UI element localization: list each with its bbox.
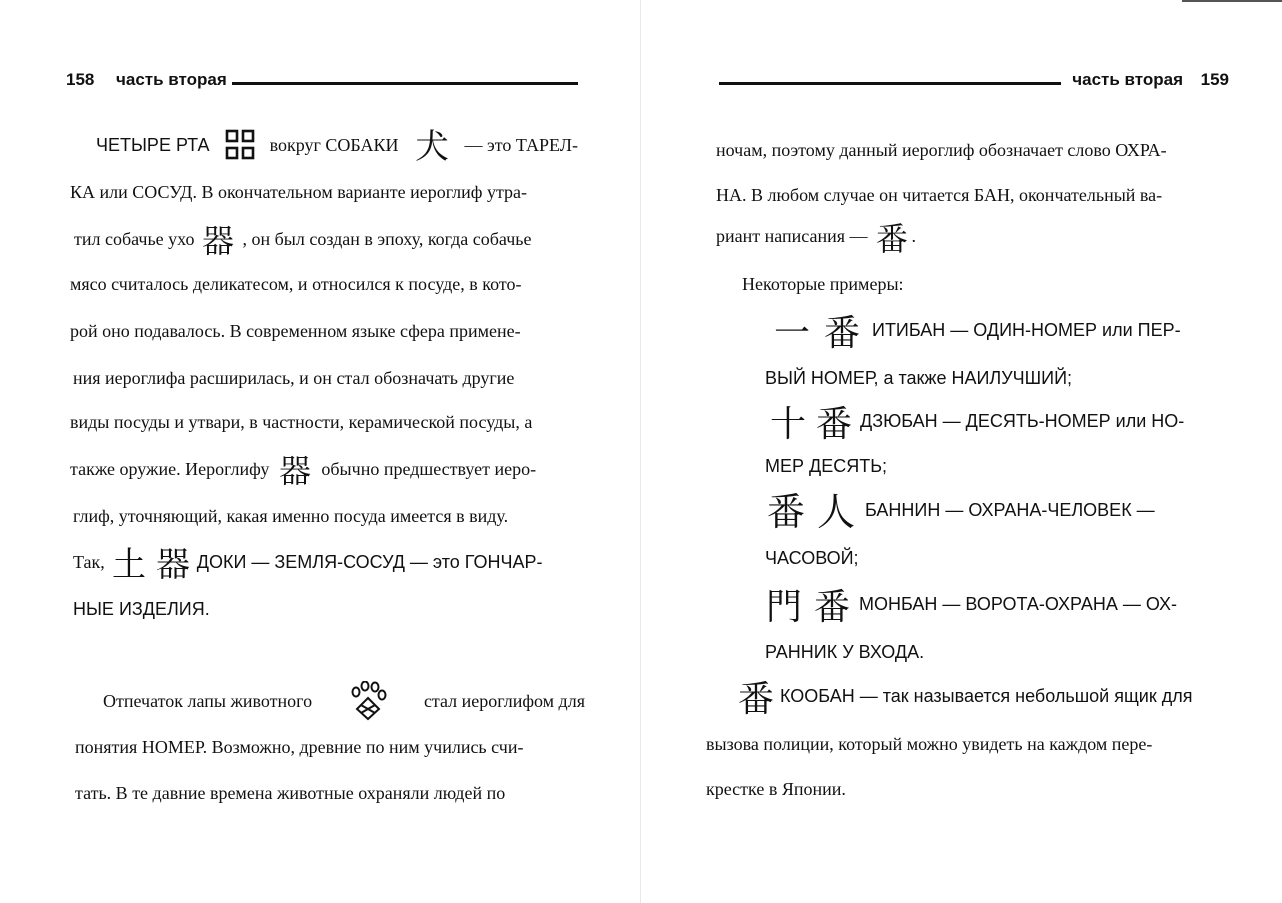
svg-text:番: 番 xyxy=(813,587,851,624)
text-line: ЧАСОВОЙ; xyxy=(765,548,859,568)
ban-glyph-icon xyxy=(814,401,854,441)
left-page-header xyxy=(66,70,578,92)
ten-glyph-icon xyxy=(768,401,808,441)
text-line: ния иероглифа расширилась, и он стал обозначать другие xyxy=(73,368,515,388)
text-line: РАННИК У ВХОДА. xyxy=(765,642,925,662)
paw-print-icon xyxy=(348,681,388,721)
text-line: вызова полиции, который можно увидеть на каждом пере- xyxy=(706,734,1153,754)
text-line: КА или СОСУД. В окончательном варианте иероглиф утра- xyxy=(70,182,528,202)
text-line: НЫЕ ИЗДЕЛИЯ. xyxy=(73,599,210,619)
text-line: тил собачье ухо 器 , он был создан в эпоху, когда собачье xyxy=(74,223,578,255)
text-line: понятия НОМЕР. Возможно, древние по ним учились счи- xyxy=(75,737,524,757)
vessel-glyph-icon xyxy=(200,222,236,256)
svg-text:一: 一 xyxy=(773,313,811,350)
svg-text:番: 番 xyxy=(815,404,853,441)
text-line: тать. В те давние времена животные охраняли людей по xyxy=(75,783,506,803)
header-rule-left xyxy=(232,82,578,85)
running-title-right: часть вторая xyxy=(1072,70,1183,89)
text-line: мясо считалось деликатесом, и относился к посуде, в кото- xyxy=(70,274,522,294)
text-line: крестке в Японии. xyxy=(706,779,846,799)
vessel-glyph-icon xyxy=(153,544,193,580)
page-number-left: 158 xyxy=(66,70,95,89)
ban-glyph-icon xyxy=(736,676,776,716)
one-glyph-icon xyxy=(772,310,812,350)
text-line: также оружие. Иероглифу 器 обычно предшествует иеро- xyxy=(70,453,580,485)
svg-text:番: 番 xyxy=(875,221,908,254)
ban-glyph-icon xyxy=(822,310,862,350)
example-line: 一 番 ИТИБАН — ОДИН-НОМЕР или ПЕР- xyxy=(772,314,1224,346)
example-line: 番 人 БАННИН — ОХРАНА-ЧЕЛОВЕК — xyxy=(765,494,1221,526)
svg-text:犬: 犬 xyxy=(414,129,449,162)
person-glyph-icon xyxy=(815,489,857,531)
text-line: глиф, уточняющий, какая именно посуда имеется в виду. xyxy=(73,506,509,526)
page-number-right: 159 xyxy=(1200,70,1229,89)
text-line: Некоторые примеры: xyxy=(742,274,904,294)
right-page xyxy=(641,0,1282,903)
header-rule-right xyxy=(719,82,1061,85)
example-line: 十 番 ДЗЮБАН — ДЕСЯТЬ-НОМЕР или НО- xyxy=(768,405,1224,437)
example-line: 門 番 МОНБАН — ВОРОТА-ОХРАНА — ОХ- xyxy=(763,588,1223,620)
text-line: НА. В любом случае он читается БАН, окончательный ва- xyxy=(716,185,1163,205)
svg-text:器: 器 xyxy=(202,223,235,256)
vessel-glyph-icon xyxy=(275,452,315,486)
earth-glyph-icon xyxy=(109,544,149,580)
svg-text:土: 土 xyxy=(111,547,146,580)
svg-text:番: 番 xyxy=(737,679,775,716)
ban-glyph-icon xyxy=(874,218,910,254)
example-line: 番 КООБАН — так называется небольшой ящик для xyxy=(736,680,1218,712)
text-line: ЧЕТЫРЕ РТА вокруг СОБАКИ 犬 — это ТАРЕЛ- xyxy=(96,129,578,161)
text-line: МЕР ДЕСЯТЬ; xyxy=(765,456,888,476)
four-mouths-icon xyxy=(224,129,256,161)
gate-glyph-icon xyxy=(763,584,805,624)
text-line: ВЫЙ НОМЕР, а также НАИЛУЧШИЙ; xyxy=(765,368,1073,388)
text-line: ночам, поэтому данный иероглиф обозначает слово ОХРА- xyxy=(716,140,1167,160)
text-line: Отпечаток лапы животного стал иероглифом для xyxy=(103,685,585,717)
left-page xyxy=(0,0,640,903)
text-line: риант написания — 番 . xyxy=(716,220,1226,252)
svg-text:番: 番 xyxy=(823,313,861,350)
right-page-header xyxy=(719,70,1229,92)
running-title-left: часть вторая xyxy=(116,70,227,89)
dog-glyph-icon xyxy=(413,128,451,162)
svg-text:器: 器 xyxy=(279,453,312,486)
svg-text:番: 番 xyxy=(766,492,806,531)
text-line: виды посуды и утвари, в частности, керамической посуды, а xyxy=(70,412,533,432)
svg-text:門: 門 xyxy=(765,587,803,624)
ban-glyph-icon xyxy=(811,584,853,624)
svg-text:十: 十 xyxy=(769,404,807,441)
svg-text:器: 器 xyxy=(155,547,190,580)
svg-text:人: 人 xyxy=(816,492,856,531)
text-line: рой оно подавалось. В современном языке сфера примене- xyxy=(70,321,521,341)
text-line: Так, 土 器 ДОКИ — ЗЕМЛЯ-СОСУД — это ГОНЧАР- xyxy=(73,546,581,578)
ban-glyph-icon xyxy=(765,489,807,531)
